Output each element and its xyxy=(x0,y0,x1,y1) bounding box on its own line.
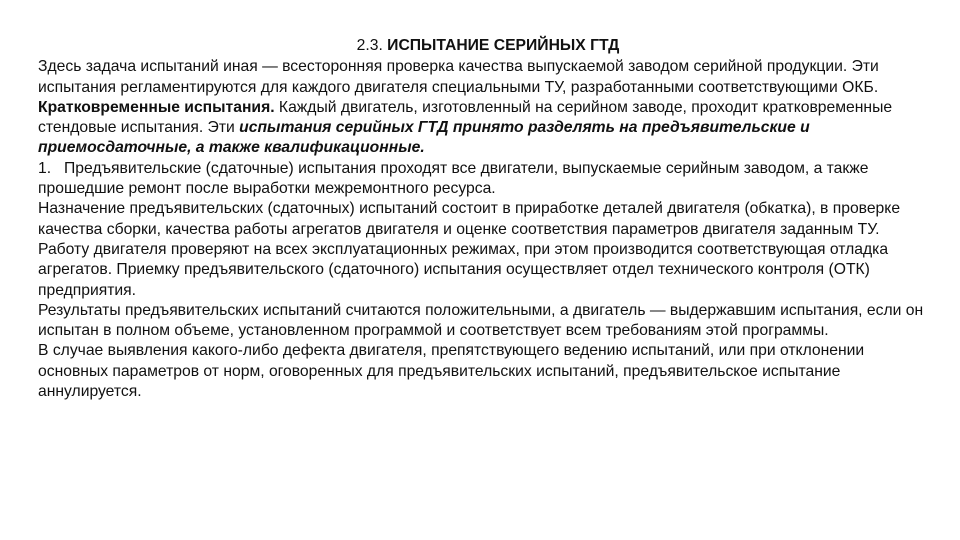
paragraph-purpose: Назначение предъявительских (сдаточных) испытаний состоит в приработке деталей двигателя (обкатка), в проверке качества сборки, качества работы агрегатов двигателя и оценке соответствия параметров двигателя заданным ТУ. xyxy=(38,200,901,238)
paragraph-short-tests xyxy=(38,98,938,159)
paragraph-results: Результаты предъявительских испытаний считаются положительными, а двигатель — выдержавшим испытания, если он испытан в полном объеме, установленном программой и соответствует всем требованиям этой программы. xyxy=(38,301,924,340)
list-item-text: Предъявительские (сдаточные) испытания проходят все двигатели, выпускаемые серийным заводом, а также прошедшие ремонт после выработки межремонтного ресурса. xyxy=(38,159,869,198)
short-tests-heading: Кратковременные испытания. xyxy=(38,98,275,116)
paragraph-list-item-1 xyxy=(38,159,938,200)
list-number: 1. xyxy=(38,159,52,177)
short-tests-text: Каждый двигатель, изготовленный на серийном заводе, проходит кратковременные стендовые испытания. Эти xyxy=(38,98,893,137)
short-tests-emphasis: испытания серийных ГТД принято разделять на предъявительские и приемосдаточные, а также квалификационные. xyxy=(38,119,810,157)
paragraph-defects: В случае выявления какого-либо дефекта двигателя, препятствующего ведению испытаний, или при отклонении основных параметров от норм, оговоренных для предъявительских испытаний, предъявительское испытание аннулируется. xyxy=(38,342,865,401)
paragraph-intro: Здесь задача испытаний иная — всесторонняя проверка качества выпускаемой заводом серийной продукции. Эти испытания регламентируются для каждого двигателя специальными ТУ, разработанными соответствующими ОКБ. xyxy=(38,58,879,96)
section-number: 2.3. xyxy=(356,37,388,54)
paragraph-operation: Работу двигателя проверяют на всех эксплуатационных режимах, при этом производится соответствующая отладка агрегатов. Приемку предъявительского (сдаточного) испытания осуществляет отдел технического контроля (ОТК) предприятия. xyxy=(38,240,889,299)
page-title xyxy=(38,36,938,56)
slide-content xyxy=(38,36,938,402)
section-title: ИСПЫТАНИЕ СЕРИЙНЫХ ГТД xyxy=(387,37,620,54)
